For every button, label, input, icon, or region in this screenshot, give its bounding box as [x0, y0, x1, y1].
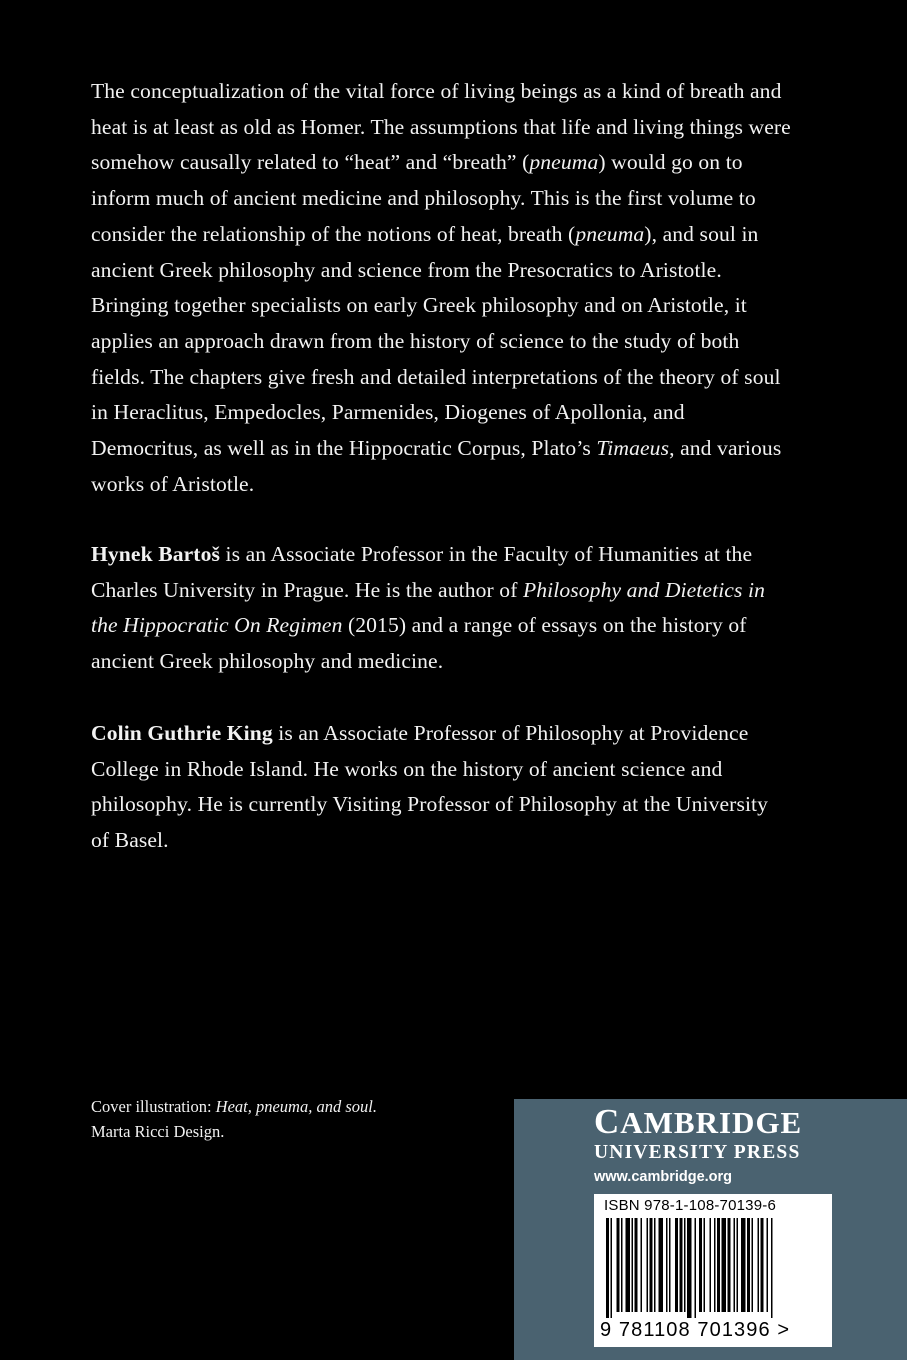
blurb-text-3: ), and soul in ancient Greek philosophy and science from the Presocratics to Aristotle. Bringing together specialists on early Greek philosophy and on Aristotle, it applies an approach drawn from the history of science to the study of both fields. The chapters give fresh and detailed interpretations of the theory of soul in Heraclitus, Empedocles, Parmenides, Diogenes of Apollonia, and Democritus, as well as in the Hippocratic Corpus, Plato’s: [91, 221, 781, 461]
isbn-barcode: [594, 1194, 832, 1347]
barcode-bar: [687, 1218, 692, 1318]
blurb-text-1: The conceptualization of the vital force of living beings as a kind of breath and heat is at least as old as Homer. The assumptions that life and living things were somehow causally related to “heat” and “breath” (: [91, 79, 791, 175]
barcode-bar: [767, 1218, 769, 1312]
description-paragraph: [91, 74, 791, 502]
author-name-king: Colin Guthrie King: [91, 721, 273, 745]
publisher-url: www.cambridge.org: [594, 1169, 733, 1185]
barcode-bar: [728, 1218, 731, 1312]
barcode-bar: [675, 1218, 678, 1312]
barcode-bar: [632, 1218, 634, 1312]
blurb-text-2: ) would go on to inform much of ancient medicine and philosophy. This is the first volume to consider the relationship of the notions of heat, breath (: [91, 150, 756, 246]
barcode-bar: [654, 1218, 656, 1312]
publisher-subtitle: UNIVERSITY PRESS: [594, 1142, 801, 1163]
credit-title: Heat, pneuma, and soul.: [215, 1097, 377, 1116]
author-bio-bartos: [91, 537, 791, 680]
barcode-bar: [641, 1218, 643, 1312]
credit-label: Cover illustration:: [91, 1097, 216, 1116]
barcode-bar: [650, 1218, 653, 1312]
bio1-text-1: is an Associate Professor in the Faculty of Humanities at the Charles University in Prague. He is the author of: [91, 542, 753, 602]
bio1-book-title: Philosophy and Dietetics in the Hippocratic On Regimen: [91, 577, 765, 638]
barcode-bar: [659, 1218, 664, 1312]
barcode-bar: [761, 1218, 764, 1312]
barcode-bar: [684, 1218, 686, 1312]
blurb-pneuma-2: pneuma: [575, 221, 645, 246]
barcode-bar: [717, 1218, 720, 1312]
barcode-bar: [752, 1218, 754, 1312]
isbn-number: ISBN 978-1-108-70139-6: [604, 1197, 777, 1214]
author-name-bartos: Hynek Bartoš: [91, 542, 220, 566]
barcode-bar: [734, 1218, 736, 1312]
publisher-logo-name: [594, 1102, 803, 1141]
barcode-bar: [635, 1218, 638, 1312]
barcode-bar: [611, 1218, 613, 1318]
cover-credit: [91, 1094, 377, 1144]
barcode-bar: [617, 1218, 620, 1312]
barcode-bar: [758, 1218, 760, 1312]
author-bio-king: [91, 716, 791, 859]
barcode-digits: 9 781108 701396 >: [600, 1319, 791, 1341]
blurb-timaeus: Timaeus: [596, 436, 670, 461]
credit-designer: Marta Ricci Design.: [91, 1122, 225, 1141]
barcode-bar: [771, 1218, 773, 1318]
blurb-pneuma-1: pneuma: [529, 150, 599, 175]
blurb-text-4: , and various works of Aristotle.: [91, 436, 782, 496]
barcode-bar: [621, 1218, 623, 1312]
barcode-bar: [669, 1218, 671, 1312]
barcode-bar: [699, 1218, 702, 1312]
barcode-bar: [695, 1218, 697, 1318]
barcode-bar: [722, 1218, 727, 1312]
publisher-name-rest: AMBRIDGE: [620, 1105, 803, 1140]
barcode-bar: [737, 1218, 739, 1312]
barcode-bar: [747, 1218, 750, 1312]
barcode-bar: [606, 1218, 609, 1318]
publisher-panel: [514, 1099, 907, 1360]
barcode-bar: [626, 1218, 631, 1312]
publisher-name-initial: C: [594, 1102, 621, 1141]
barcode-bar: [710, 1218, 712, 1312]
barcode-bar: [666, 1218, 668, 1312]
barcode-bar: [680, 1218, 683, 1312]
bio2-text: is an Associate Professor of Philosophy at Providence College in Rhode Island. He works on the history of ancient science and philosophy. He is currently Visiting Professor of Philosophy at the University of Basel.: [91, 721, 769, 853]
bio1-text-2: (2015) and a range of essays on the history of ancient Greek philosophy and medicine.: [91, 613, 747, 674]
barcode-bar: [741, 1218, 746, 1312]
barcode-bars: [602, 1218, 824, 1320]
barcode-bar: [704, 1218, 706, 1312]
barcode-bar: [714, 1218, 716, 1312]
barcode-bar: [647, 1218, 649, 1312]
